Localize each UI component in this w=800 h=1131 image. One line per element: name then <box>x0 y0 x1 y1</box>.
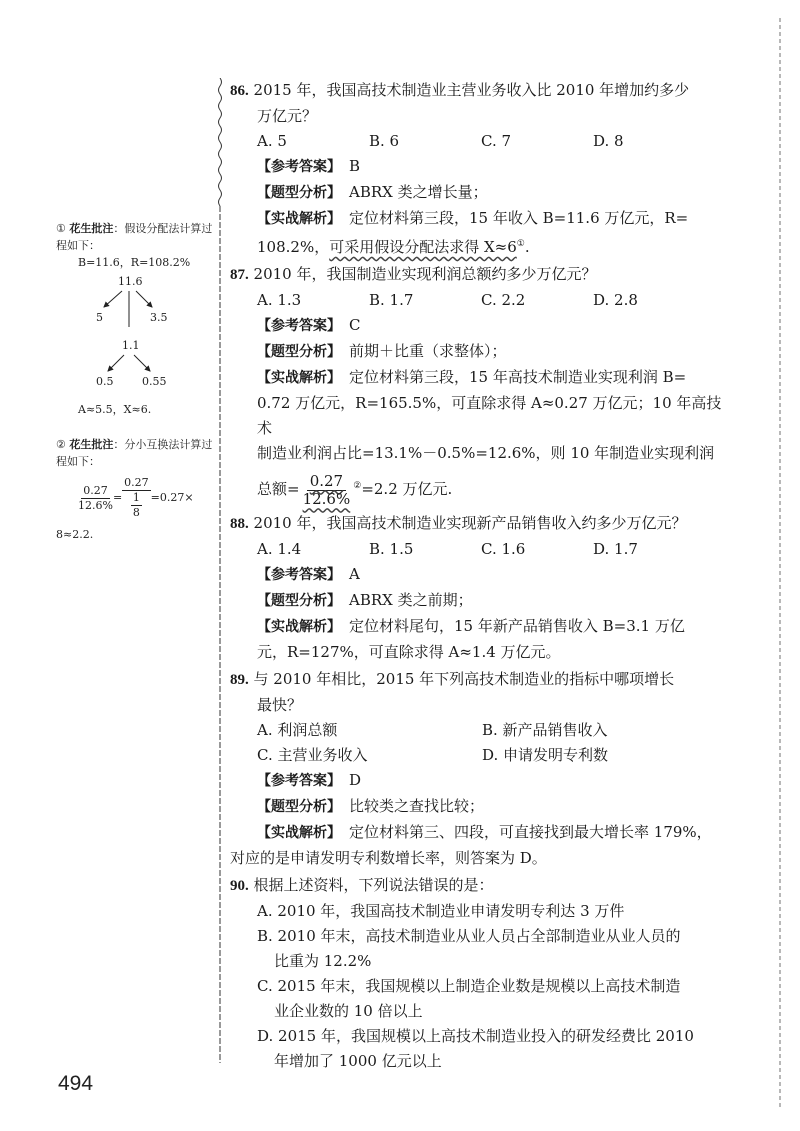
allocation-tree-diagram <box>56 271 216 401</box>
question-87: 87. 2010 年，我国制造业实现利润总额约多少万亿元？ A. 1.3 B. 1.7 C. 2.2 D. 2.8 【参考答案】 C 【题型分析】 前期＋比重（求整体）； 【实战解析】 定位材料第三段，15 年高技术制造业实现利润 B= 0.72 万亿元，R=165.5%，可直除求得 A≈0.27 万亿元；10 年高技术 制造业利润占比=13.1%－0.5%=12.6%，则 10 年制造业实现利润 总额= $\frac{0.27}{12.6\%}$ ②=2.2 万亿元. <box>230 262 730 509</box>
note-result: 8≈2.2. <box>56 528 94 541</box>
tree-top-value: 11.6 <box>118 275 143 288</box>
question-88: 88. 2010 年，我国高技术制造业实现新产品销售收入约多少万亿元？ A. 1.4 B. 1.5 C. 1.6 D. 1.7 【参考答案】 A 【题型分析】 ABRX 类之前期； 【实战解析】 定位材料尾句，15 年新产品销售收入 B=3.1 万亿 元，R=127%，可直除求得 A≈1.4 万亿元。 <box>230 511 730 665</box>
page-edge-dotted-line <box>779 18 781 1108</box>
question-90: 90. 根据上述资料，下列说法错误的是： A. 2010 年，我国高技术制造业申请发明专利达 3 万件 B. 2010 年末，高技术制造业从业人员占全部制造业从业人员的 比重为 12.2% C. 2015 年末，我国规模以上制造企业数是规模以上高技术制造 业企业数的 10 倍以上 D. 2015 年，我国规模以上高技术制造业投入的研发经费比 2010 年增加了 1000 亿元以上 <box>230 873 730 1074</box>
tree-arrows <box>56 271 216 401</box>
option-c-cont: 业企业数的 10 倍以上 <box>274 1002 423 1020</box>
option-d: D. 2015 年，我国规模以上高技术制造业投入的研发经费比 2010 <box>257 1027 694 1045</box>
answer: A <box>349 565 360 583</box>
option-b: B. 2010 年末，高技术制造业从业人员占全部制造业从业人员的 <box>257 927 681 945</box>
note-text: ：分小互换法计算过程如下： <box>56 438 213 468</box>
options: A. 1.4 B. 1.5 C. 1.6 D. 1.7 <box>257 540 638 558</box>
options: A. 利润总额 B. 新产品销售收入 <box>257 721 608 739</box>
note-head: 花生批注 <box>69 222 114 235</box>
options: A. 5 B. 6 C. 7 D. 8 <box>257 132 624 150</box>
tree-bottom-left-value: 0.5 <box>96 375 114 388</box>
options: C. 主营业务收入 D. 申请发明专利数 <box>257 746 609 764</box>
note-mark: ② <box>56 438 66 451</box>
option-c: C. 2015 年末，我国规模以上制造企业数是规模以上高技术制造 <box>257 977 681 995</box>
option-d-cont: 年增加了 1000 亿元以上 <box>274 1052 442 1070</box>
question-column <box>230 78 730 1076</box>
note-head: 花生批注 <box>69 438 114 451</box>
tree-left-value: 5 <box>96 311 103 324</box>
tree-right-value: 3.5 <box>150 311 168 324</box>
side-note-2 <box>56 436 221 543</box>
answer: B <box>349 157 361 175</box>
tree-mid-value: 1.1 <box>122 339 140 352</box>
side-note-1 <box>56 220 221 418</box>
answer: D <box>349 771 362 789</box>
note-line: B=11.6，R=108.2% <box>78 256 191 269</box>
side-notes <box>56 220 221 561</box>
answer: C <box>349 316 361 334</box>
tree-bottom-right-value: 0.55 <box>142 375 167 388</box>
options: A. 1.3 B. 1.7 C. 2.2 D. 2.8 <box>257 291 638 309</box>
note-result: A≈5.5，X≈6. <box>78 403 152 416</box>
question-89: 89. 与 2010 年相比，2015 年下列高技术制造业的指标中哪项增长 最快？ A. 利润总额 B. 新产品销售收入 C. 主营业务收入 D. 申请发明专利数 【参考答案】 D 【题型分析】 比较类之查找比较； 【实战解析】 定位材料第三、四段，可直接找到最大增长率 179%， 对应的是申请发明专利数增长率，则答案为 D。 <box>230 667 730 871</box>
note-mark: ① <box>56 222 66 235</box>
note-formula: $\frac{0.27}{12.6\%}$ = $\frac{0.27}{\frac{1}{8}}$ =0.27× <box>78 476 194 519</box>
option-b-cont: 比重为 12.2% <box>274 952 372 970</box>
note-text: ：假设分配法计算过程如下： <box>56 222 213 252</box>
formula-line: 总额= $\frac{0.27}{12.6\%}$ ②=2.2 万亿元. <box>257 471 453 508</box>
option-a: A. 2010 年，我国高技术制造业申请发明专利达 3 万件 <box>257 902 625 920</box>
page-number: 494 <box>58 1072 94 1095</box>
question-86: 86. 2015 年，我国高技术制造业主营业务收入比 2010 年增加约多少 万亿元？ A. 5 B. 6 C. 7 D. 8 【参考答案】 B 【题型分析】 ABRX 类之增长量； 【实战解析】 定位材料第三段，15 年收入 B=11.6 万亿元，R= 108.2%，可采用假设分配法求得 X≈6①. <box>230 78 730 260</box>
